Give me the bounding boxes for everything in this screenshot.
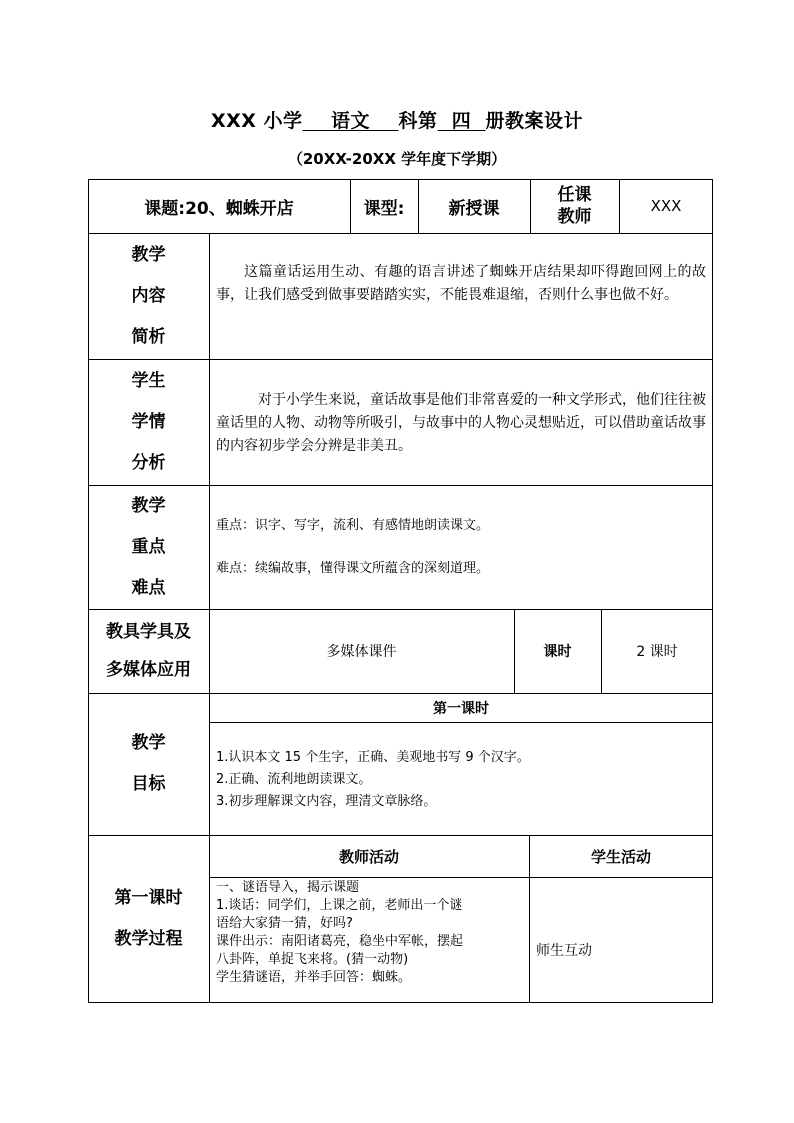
title-mid-text: 科第 (398, 110, 438, 132)
process-label-line1: 第一课时 (114, 888, 183, 908)
student-analysis: 对于小学生来说，童话故事是他们非常喜爱的一种文学形式，他们往往被童话里的人物、动物等所吸引，与故事中的人物心灵想贴近，可以借助童话故事的内容初步学会分辨是非美丑。 (216, 392, 706, 454)
content-label-line3: 简析 (131, 326, 166, 347)
analysis-label-line2: 学情 (131, 411, 166, 432)
teacher-label-line2: 教师 (557, 207, 592, 227)
hours-label: 课时 (543, 644, 572, 660)
document-title (0, 106, 794, 133)
goals-label-line2: 目标 (131, 774, 166, 794)
analysis-label-line3: 分析 (131, 452, 166, 473)
teacher-activity-header: 教师活动 (338, 847, 399, 866)
teacher-line: 一、谜语导入，揭示课题 (216, 880, 360, 895)
hours-value: 2 课时 (636, 644, 678, 660)
goal-item-3: 3.初步理解课文内容，理清文章脉络。 (216, 794, 437, 809)
book-value: 四 (451, 110, 472, 132)
content-label-line1: 教学 (131, 244, 166, 265)
goal-item-1: 1.认识本文 15 个生字，正确、美观地书写 9 个汉字。 (216, 750, 530, 765)
teacher-line: 八卦阵，单捉飞来将。(猜一动物) (216, 952, 409, 967)
teaching-focus: 重点：识字、写字，流利、有感情地朗读课文。 (216, 518, 490, 533)
book-blank (438, 106, 486, 133)
goals-period-heading: 第一课时 (433, 700, 489, 717)
goal-item-2: 2.正确、流利地朗读课文。 (216, 772, 372, 787)
keypoints-label-line3: 难点 (131, 577, 166, 598)
lesson-type-value: 新授课 (448, 198, 500, 219)
process-label (88, 835, 209, 1003)
analysis-label (88, 359, 209, 485)
teacher-name: XXX (650, 197, 682, 215)
student-activity-content: 师生互动 (536, 943, 592, 959)
teacher-line: 1.谈话：同学们，上课之前，老师出一个谜 (216, 898, 463, 913)
subject-value: 语文 (331, 110, 371, 132)
keypoints-label (88, 485, 209, 609)
process-label-line2: 教学过程 (114, 929, 183, 949)
teacher-label (530, 179, 619, 233)
tools-value: 多媒体课件 (326, 644, 397, 660)
term-subtitle: （20XX-20XX 学年度下学期） (287, 150, 507, 168)
content-label-line2: 内容 (131, 285, 166, 306)
teacher-line: 语给大家猜一猜，好吗? (216, 916, 353, 931)
teacher-activity-content (216, 879, 526, 987)
lesson-plan-table (88, 179, 713, 1003)
goals-label-line1: 教学 (131, 733, 166, 753)
lesson-topic: 课题:20、蜘蛛开店 (144, 198, 294, 219)
goals-label (88, 693, 209, 835)
content-label (88, 233, 209, 359)
tools-label-line2: 多媒体应用 (106, 660, 191, 680)
teaching-difficulty: 难点：续编故事，懂得课文所蕴含的深刻道理。 (216, 561, 490, 576)
tools-label-line1: 教具学具及 (106, 622, 191, 642)
title-tail-text: 册教案设计 (485, 110, 584, 132)
analysis-label-line1: 学生 (131, 370, 166, 391)
student-activity-header: 学生活动 (590, 847, 651, 866)
keypoints-label-line1: 教学 (131, 495, 166, 516)
lesson-type-label: 课型: (363, 198, 405, 219)
teacher-line: 课件出示：南阳诸葛亮，稳坐中军帐，摆起 (216, 934, 464, 949)
keypoints-label-line2: 重点 (131, 536, 166, 557)
subject-blank (303, 106, 399, 133)
tools-label (88, 609, 209, 693)
school-name: XXX 小学 (210, 110, 303, 132)
teacher-line: 学生猜谜语，并举手回答：蜘蛛。 (216, 970, 412, 985)
content-summary: 这篇童话运用生动、有趣的语言讲述了蜘蛛开店结果却吓得跑回网上的故事，让我们感受到做事要踏踏实实，不能畏难退缩，否则什么事也做不好。 (216, 264, 706, 303)
teacher-label-line1: 任课 (557, 185, 592, 205)
